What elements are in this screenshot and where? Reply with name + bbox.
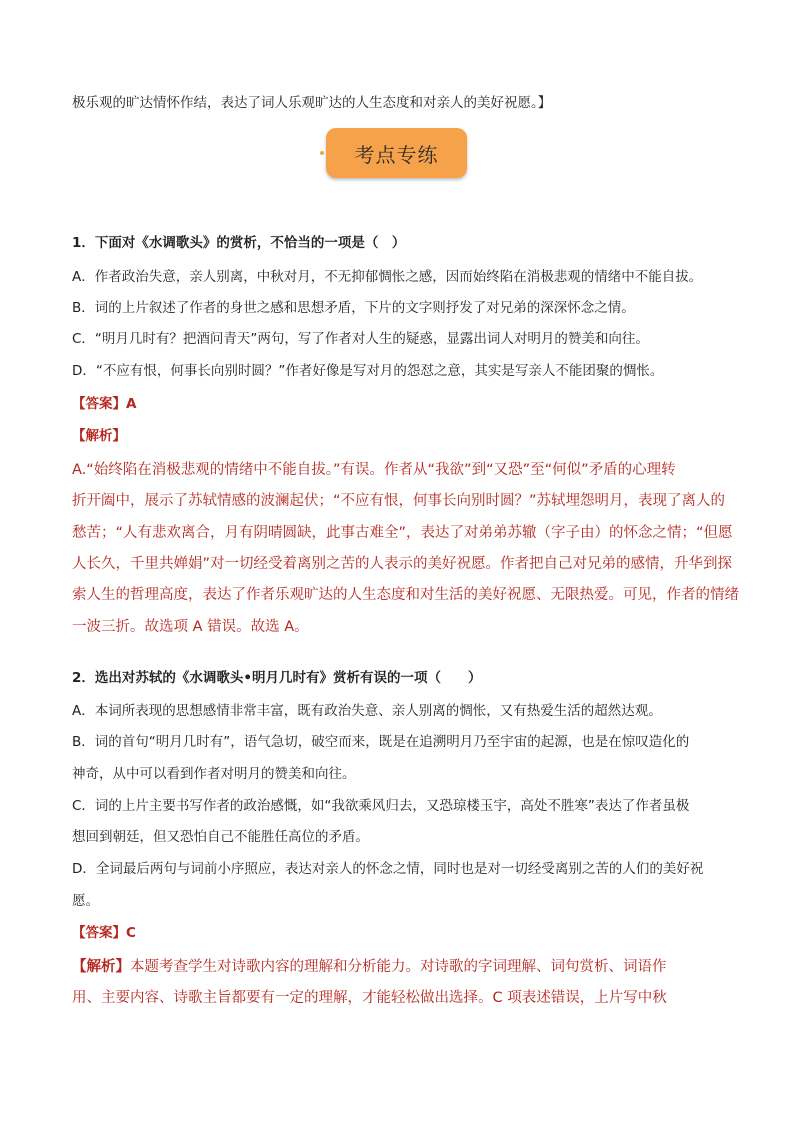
q1-option-a: A．作者政治失意，亲人别离，中秋对月，不无抑郁惆怅之感，因而始终陷在消极悲观的情绪中不能自拔。	[72, 269, 703, 285]
q2-option-line: 愿。	[72, 893, 99, 909]
q1-stem: 1．下面对《水调歌头》的赏析，不恰当的一项是（ ）	[72, 235, 406, 251]
q1-analysis-line: 愁苦；“人有悲欢离合，月有阴晴圆缺，此事古难全”，表达了对弟弟苏辙（字子由）的怀念之情；“但愿	[72, 525, 733, 541]
q2-option-line: 想回到朝廷，但又恐怕自己不能胜任高位的矛盾。	[72, 829, 369, 845]
q1-analysis-line: 折开阖中，展示了苏轼情感的波澜起伏；“不应有恨，何事长向别时圆？”苏轼埋怨明月，表现了离人的	[72, 493, 726, 509]
q2-answer-tag: 【答案】	[72, 925, 126, 941]
q2-option-line: A．本词所表现的思想感情非常丰富，既有政治失意、亲人别离的惆怅，又有热爱生活的超然达观。	[72, 703, 662, 719]
q1-analysis-line: 一波三折。故选项 A 错误。故选 A。	[72, 619, 309, 635]
q1-option-d: D．“不应有恨，何事长向别时圆？”作者好像是写对月的怨怼之意，其实是写亲人不能团聚的惆怅。	[72, 363, 664, 379]
q2-option-line: D．全词最后两句与词前小序照应，表达对亲人的怀念之情，同时也是对一切经受离别之苦的人们的美好祝	[72, 861, 704, 877]
banner-dot	[320, 151, 324, 155]
q1-answer-value: A	[126, 396, 137, 412]
q2-analysis-tag: 【解析】	[72, 959, 130, 975]
q1-analysis-row	[72, 426, 722, 446]
q2-answer-row	[72, 923, 722, 943]
q1-analysis-line: A.“始终陷在消极悲观的情绪中不能自拔。”有误。作者从“我欲”到“又恐”至“何似”矛盾的心理转	[72, 462, 676, 478]
section-banner	[326, 128, 467, 178]
q2-analysis-line: 用、主要内容、诗歌主旨都要有一定的理解，才能轻松做出选择。C 项表述错误，上片写中秋	[72, 990, 667, 1006]
q1-analysis-tag: 【解析】	[72, 428, 126, 444]
q2-stem: 2．选出对苏轼的《水调歌头•明月几时有》赏析有误的一项（ ）	[72, 670, 482, 686]
q1-option-b: B．词的上片叙述了作者的身世之感和思想矛盾，下片的文字则抒发了对兄弟的深深怀念之情。	[72, 300, 635, 316]
q1-analysis-line: 人长久，千里共婵娟”对一切经受着离别之苦的人表示的美好祝愿。作者把自己对兄弟的感情，升华到探	[72, 556, 733, 572]
q1-option-c: C．“明月几时有？把酒问青天”两句，写了作者对人生的疑惑，显露出词人对明月的赞美和向往。	[72, 331, 649, 347]
q1-answer-tag: 【答案】	[72, 396, 126, 412]
q2-analysis-row	[72, 957, 722, 977]
q2-answer-value: C	[126, 925, 136, 941]
intro-line: 极乐观的旷达情怀作结，表达了词人乐观旷达的人生态度和对亲人的美好祝愿。】	[72, 95, 552, 111]
banner-label: 考点专练	[354, 142, 439, 167]
q2-option-line: 神奇，从中可以看到作者对明月的赞美和向往。	[72, 766, 356, 782]
q2-analysis-line: 本题考查学生对诗歌内容的理解和分析能力。对诗歌的字词理解、词句赏析、词语作	[130, 959, 667, 975]
q1-answer-row	[72, 394, 722, 414]
q2-option-line: B．词的首句“明月几时有”，语气急切，破空而来，既是在追溯明月乃至宇宙的起源，也是在惊叹造化的	[72, 734, 690, 750]
q1-analysis-line: 索人生的哲理高度，表达了作者乐观旷达的人生态度和对生活的美好祝愿、无限热爱。可见，作者的情绪	[72, 587, 739, 603]
q2-option-line: C．词的上片主要书写作者的政治感慨，如“我欲乘风归去，又恐琼楼玉宇，高处不胜寒”表达了作者虽极	[72, 798, 690, 814]
